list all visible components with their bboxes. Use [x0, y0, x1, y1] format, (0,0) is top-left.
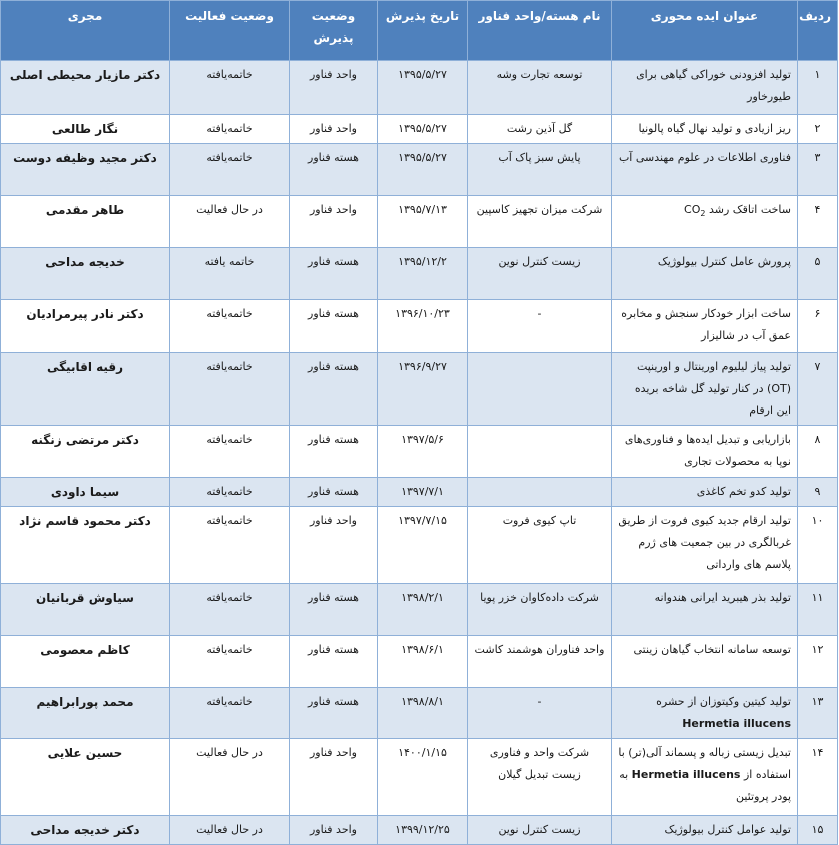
cell-title: پرورش عامل کنترل بیولوژیک	[612, 248, 798, 300]
table-row	[1, 584, 838, 636]
cell-executor: دکتر مازیار محیطی اصلی	[1, 61, 170, 115]
cell-status: واحد فناور	[290, 816, 378, 845]
cell-title: فناوری اطلاعات در علوم مهندسی آب	[612, 144, 798, 196]
cell-activity: خاتمه‌یافته	[170, 353, 290, 426]
cell-executor: دکتر محمود قاسم نژاد	[1, 507, 170, 584]
cell-date: ۱۳۹۵/۵/۲۷	[378, 115, 468, 144]
cell-status: واحد فناور	[290, 115, 378, 144]
cell-title: تولید پیاز لیلیوم اورینتال و اورینپت (OT) در کنار تولید گل شاخه بریده این ارقام	[612, 353, 798, 426]
cell-unit: زیست کنترل نوین	[468, 248, 612, 300]
cell-activity: خاتمه‌یافته	[170, 507, 290, 584]
table-row	[1, 353, 838, 426]
cell-activity: در حال فعالیت	[170, 816, 290, 845]
cell-unit	[468, 478, 612, 507]
header-unit: نام هسته/واحد فناور	[468, 1, 612, 61]
cell-unit: توسعه تجارت وشه	[468, 61, 612, 115]
table-row	[1, 816, 838, 845]
cell-status: واحد فناور	[290, 196, 378, 248]
cell-date: ۱۳۹۷/۷/۱۵	[378, 507, 468, 584]
cell-activity: خاتمه‌یافته	[170, 426, 290, 478]
cell-row-number: ۱	[798, 61, 838, 115]
cell-unit	[468, 353, 612, 426]
cell-date: ۱۳۹۶/۹/۲۷	[378, 353, 468, 426]
cell-unit: -	[468, 688, 612, 739]
cell-status: هسته فناور	[290, 426, 378, 478]
cell-status: هسته فناور	[290, 584, 378, 636]
cell-title: ساخت ابزار خودکار سنجش و مخابره عمق آب در شالیزار	[612, 300, 798, 353]
title-text: ساخت اتاقک رشد	[705, 203, 791, 216]
cell-date: ۱۳۹۶/۱۰/۲۳	[378, 300, 468, 353]
cell-row-number: ۱۰	[798, 507, 838, 584]
cell-activity: خاتمه‌یافته	[170, 300, 290, 353]
chemical-formula: $CO_2$	[684, 203, 706, 219]
table-row	[1, 144, 838, 196]
cell-status: واحد فناور	[290, 507, 378, 584]
cell-title	[612, 688, 798, 739]
table-row	[1, 248, 838, 300]
cell-status: واحد فناور	[290, 61, 378, 115]
cell-row-number: ۸	[798, 426, 838, 478]
cell-activity: خاتمه‌یافته	[170, 688, 290, 739]
cell-title: تولید عوامل کنترل بیولوژیک	[612, 816, 798, 845]
table-row	[1, 739, 838, 816]
cell-unit: شرکت واحد و فناوری زیست تبدیل گیلان	[468, 739, 612, 816]
cell-executor: سیاوش قربانیان	[1, 584, 170, 636]
header-executor: مجری	[1, 1, 170, 61]
cell-row-number: ۲	[798, 115, 838, 144]
cell-status: هسته فناور	[290, 688, 378, 739]
cell-executor: خدیجه مداحی	[1, 248, 170, 300]
title-text: تولید کیتین وکیتوزان از حشره	[656, 695, 791, 708]
cell-unit	[468, 426, 612, 478]
cell-row-number: ۱۲	[798, 636, 838, 688]
title-text: تبدیل زیستی زباله و پسماند آلی(تر) با استفاده از	[618, 746, 791, 781]
cell-row-number: ۴	[798, 196, 838, 248]
cell-executor: نگار طالعی	[1, 115, 170, 144]
cell-status: هسته فناور	[290, 248, 378, 300]
cell-unit: زیست کنترل نوین	[468, 816, 612, 845]
cell-date: ۱۳۹۵/۷/۱۳	[378, 196, 468, 248]
cell-activity: خاتمه‌یافته	[170, 584, 290, 636]
cell-unit: -	[468, 300, 612, 353]
cell-unit: شرکت میزان تجهیز کاسپین	[468, 196, 612, 248]
cell-executor: رقیه اقابیگی	[1, 353, 170, 426]
cell-date: ۱۴۰۰/۱/۱۵	[378, 739, 468, 816]
cell-unit: واحد فناوران هوشمند کاشت	[468, 636, 612, 688]
cell-activity: خاتمه‌یافته	[170, 636, 290, 688]
table-row	[1, 688, 838, 739]
header-row-number: ردیف	[798, 1, 838, 61]
cell-executor: محمد پورابراهیم	[1, 688, 170, 739]
header-status: وضعیت پذیرش	[290, 1, 378, 61]
cell-unit: گل آذین رشت	[468, 115, 612, 144]
cell-activity: خاتمه‌یافته	[170, 144, 290, 196]
cell-activity: خاتمه‌یافته	[170, 115, 290, 144]
cell-date: ۱۳۹۹/۱۲/۲۵	[378, 816, 468, 845]
cell-status: هسته فناور	[290, 478, 378, 507]
cell-executor: دکتر مجید وظیفه دوست	[1, 144, 170, 196]
cell-date: ۱۳۹۸/۲/۱	[378, 584, 468, 636]
table-row	[1, 426, 838, 478]
table-row	[1, 61, 838, 115]
cell-title	[612, 196, 798, 248]
cell-executor: حسین علایی	[1, 739, 170, 816]
cell-status: هسته فناور	[290, 300, 378, 353]
header-date: تاریخ پذیرش	[378, 1, 468, 61]
cell-status: هسته فناور	[290, 353, 378, 426]
cell-row-number: ۱۵	[798, 816, 838, 845]
cell-date: ۱۳۹۸/۶/۱	[378, 636, 468, 688]
table-row	[1, 507, 838, 584]
cell-title: توسعه سامانه انتخاب گیاهان زینتی	[612, 636, 798, 688]
title-text-end: به پودر پروتئین	[619, 768, 791, 803]
cell-executor: کاظم معصومی	[1, 636, 170, 688]
cell-unit: تاپ کیوی فروت	[468, 507, 612, 584]
cell-row-number: ۱۴	[798, 739, 838, 816]
cell-title: تولید کدو تخم کاغذی	[612, 478, 798, 507]
table-row	[1, 115, 838, 144]
cell-unit: پایش سبز پاک آب	[468, 144, 612, 196]
header-row	[1, 1, 838, 61]
cell-date: ۱۳۹۵/۵/۲۷	[378, 144, 468, 196]
cell-row-number: ۹	[798, 478, 838, 507]
cell-title: تولید بذر هیبرید ایرانی هندوانه	[612, 584, 798, 636]
cell-executor: دکتر نادر پیرمرادیان	[1, 300, 170, 353]
cell-unit: شرکت داده‌کاوان خزر پویا	[468, 584, 612, 636]
cell-title: تولید افزودنی خوراکی گیاهی برای طیورخاور	[612, 61, 798, 115]
cell-status: هسته فناور	[290, 636, 378, 688]
cell-title: ریز ازیادی و تولید نهال گیاه پالونیا	[612, 115, 798, 144]
cell-date: ۱۳۹۵/۱۲/۲	[378, 248, 468, 300]
species-name: Hermetia illucens	[631, 768, 741, 781]
table-row	[1, 636, 838, 688]
cell-title: بازاریابی و تبدیل ایده‌ها و فناوری‌های نوپا به محصولات تجاری	[612, 426, 798, 478]
cell-date: ۱۳۹۵/۵/۲۷	[378, 61, 468, 115]
cell-activity: خاتمه یافته	[170, 248, 290, 300]
cell-executor: دکتر مرتضی زنگنه	[1, 426, 170, 478]
cell-activity: خاتمه‌یافته	[170, 61, 290, 115]
cell-row-number: ۵	[798, 248, 838, 300]
cell-title	[612, 739, 798, 816]
cell-activity: در حال فعالیت	[170, 196, 290, 248]
table-row	[1, 196, 838, 248]
header-activity: وضعیت فعالیت	[170, 1, 290, 61]
cell-status: هسته فناور	[290, 144, 378, 196]
cell-activity: در حال فعالیت	[170, 739, 290, 816]
table-row	[1, 478, 838, 507]
cell-date: ۱۳۹۷/۷/۱	[378, 478, 468, 507]
cell-date: ۱۳۹۸/۸/۱	[378, 688, 468, 739]
cell-row-number: ۱۱	[798, 584, 838, 636]
table-row	[1, 300, 838, 353]
cell-row-number: ۷	[798, 353, 838, 426]
header-title: عنوان ایده محوری	[612, 1, 798, 61]
cell-executor: دکتر خدیجه مداحی	[1, 816, 170, 845]
cell-date: ۱۳۹۷/۵/۶	[378, 426, 468, 478]
species-name: Hermetia illucens	[682, 717, 791, 730]
cell-row-number: ۶	[798, 300, 838, 353]
cell-row-number: ۳	[798, 144, 838, 196]
cell-activity: خاتمه‌یافته	[170, 478, 290, 507]
cell-executor: طاهر مقدمی	[1, 196, 170, 248]
cell-title: تولید ارقام جدید کیوی فروت از طریق غربالگری در بین جمعیت های ژرم پلاسم های وارداتی	[612, 507, 798, 584]
cell-status: واحد فناور	[290, 739, 378, 816]
cell-executor: سیما داودی	[1, 478, 170, 507]
cell-row-number: ۱۳	[798, 688, 838, 739]
